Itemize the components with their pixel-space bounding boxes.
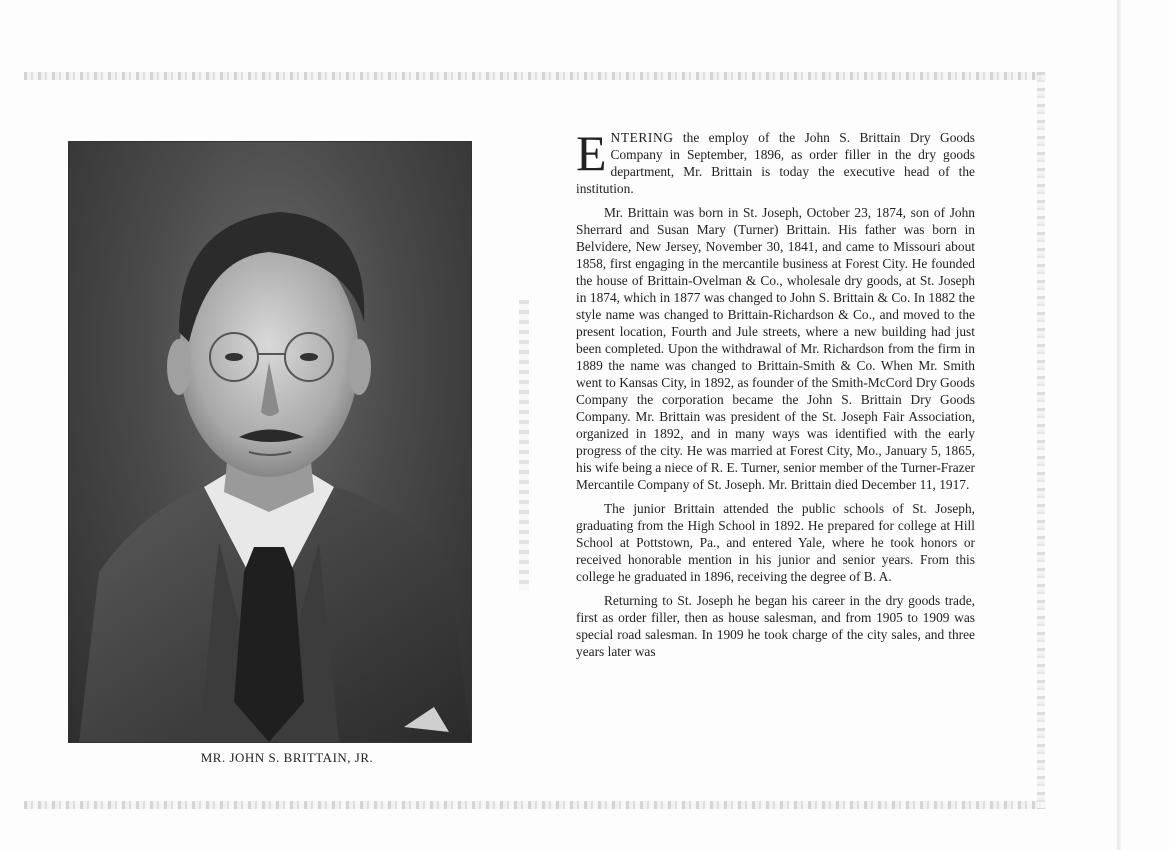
decorative-border-right <box>1037 72 1045 809</box>
photo-caption: MR. JOHN S. BRITTAIN, JR. <box>200 750 374 765</box>
portrait-illustration <box>69 142 471 742</box>
paragraph-2: Mr. Brittain was born in St. Joseph, October 23, 1874, son of John Sherrard and Susan Mary (Turner) Brittain. His father was born in Belvidere, New Jersey, November 30, 1841, and came to Missouri about 1858, first engaging in the mercantile business at Forest City. He founded the house of Brittain-Ovelman & Co., wholesale dry goods, at St. Joseph in 1874, which in 1877 was changed to John S. Brittain & Co. In 1882 the style name was changed to Brittain-Richardson & Co., and moved to the present location, Fourth and Jule streets, where a new building had just been completed. Upon the withdrawal of Mr. Richardson from the firm in 1889 the name was changed to Brittain-Smith & Co. When Mr. Smith went to Kansas City, in 1892, as founder of the Smith-McCord Dry Goods Company the corporation became the John S. Brittain Dry Goods Company. Mr. Brittain was president of the St. Joseph Fair Association, organized in 1892, and in many ways was identified with the early progress of the city. He was married at Forest City, Mo., January 5, 1865, his wife being a niece of R. E. Turner, senior member of the Turner-Frazer Mercantile Company of St. Joseph. Mr. Brittain died December 11, 1917. <box>576 205 975 492</box>
drop-cap: E <box>576 125 607 181</box>
page-edge <box>1117 0 1121 850</box>
decorative-ornament <box>519 300 529 590</box>
first-word: NTERING <box>610 130 674 145</box>
paragraph-1 <box>576 125 975 197</box>
decorative-border-top <box>24 72 1046 80</box>
decorative-border-bottom <box>24 801 1046 809</box>
paragraph-1-text: the employ of the John S. Brittain Dry Goods Company in September, 1896, as order filler in the dry goods department, Mr. Brittain is today the executive head of the institution. <box>576 130 975 196</box>
article-text <box>576 125 975 667</box>
portrait-photo <box>68 141 472 743</box>
paragraph-4: Returning to St. Joseph he began his career in the dry goods trade, first as order filler, then as house salesman, and from 1905 to 1909 was special road salesman. In 1909 he took charge of the city sales, and three years later was <box>576 593 975 659</box>
paragraph-3: The junior Brittain attended the public schools of St. Joseph, graduating from the High School in 1892. He prepared for college at Hill School at Pottstown, Pa., and entered Yale, where he took honors or received honorable mention in his junior and senior years. From this college he graduated in 1896, receiving the degree of B. A. <box>576 501 975 584</box>
